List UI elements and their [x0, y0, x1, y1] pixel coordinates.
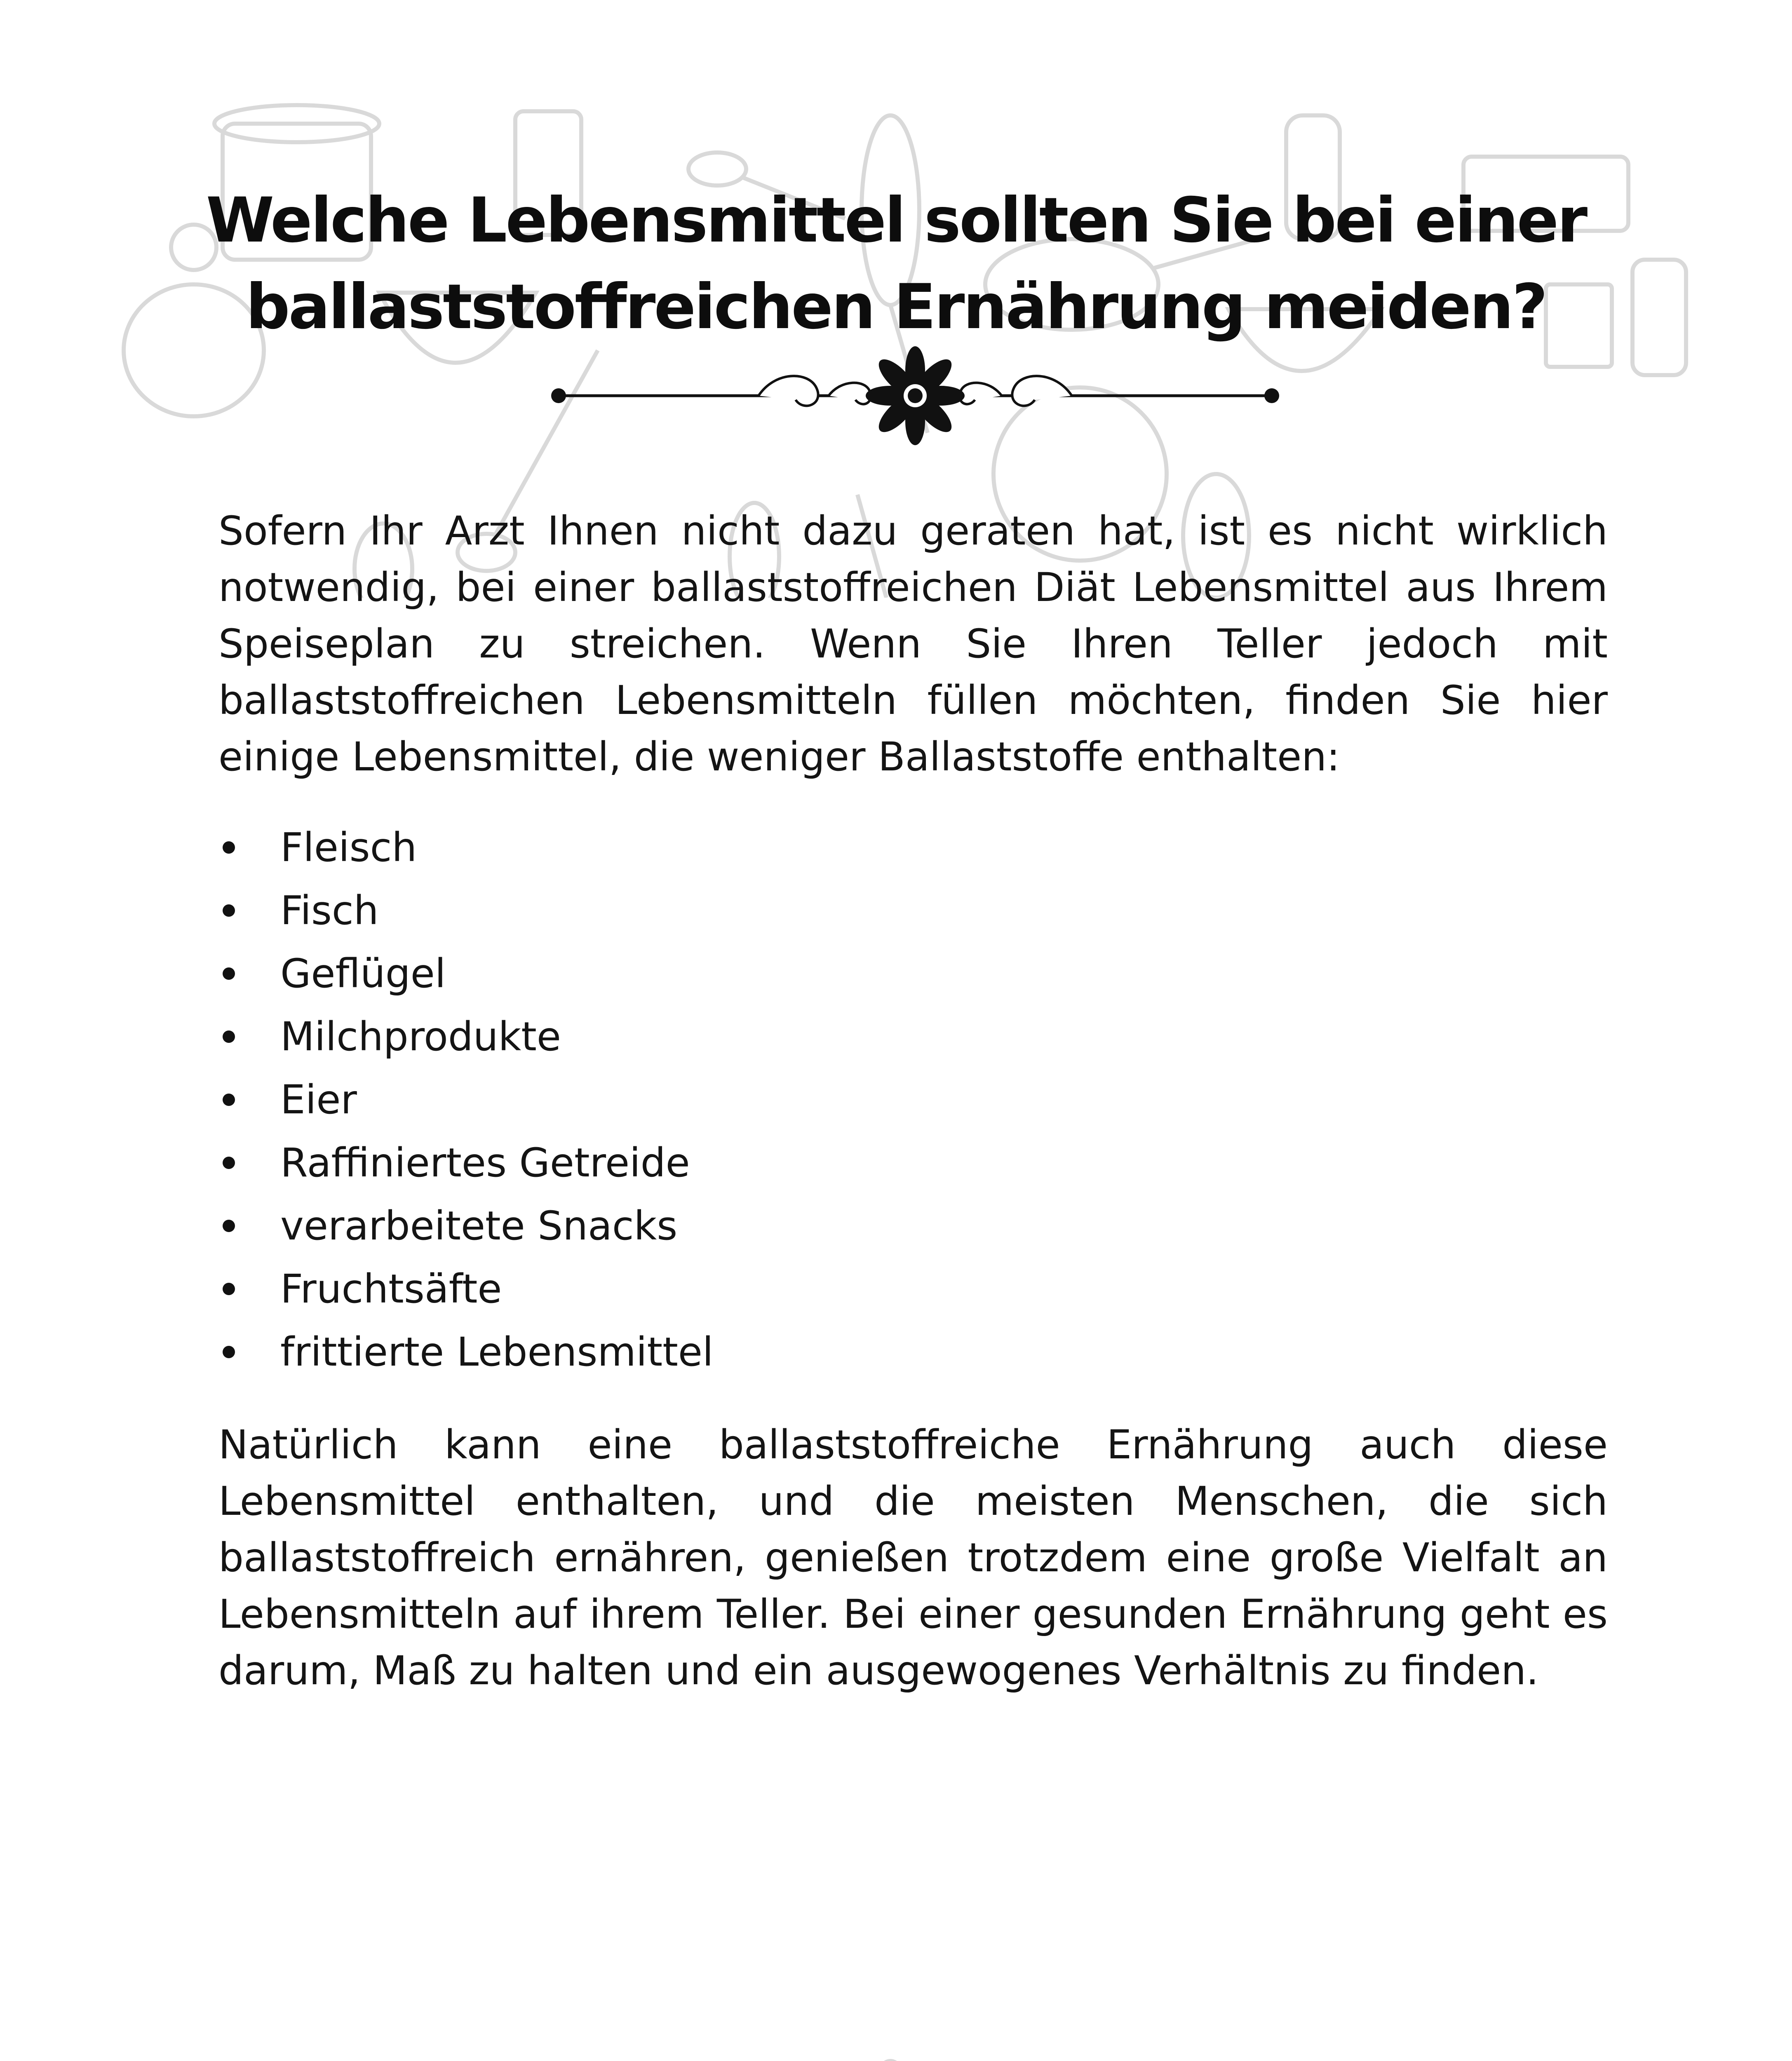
list-item [218, 1131, 1608, 1195]
bullet-icon [223, 1094, 235, 1106]
list-item [218, 1068, 1608, 1131]
bullet-icon [223, 904, 235, 917]
flourish-divider-icon [544, 346, 1286, 445]
title-block [124, 177, 1668, 350]
list-item-text: verarbeitete Snacks [280, 1203, 678, 1249]
bullet-icon [223, 1220, 235, 1232]
list-item-text: Geflügel [280, 951, 446, 997]
list-item-text: Fisch [280, 887, 379, 934]
bullet-icon [223, 1030, 235, 1043]
page-title: Welche Lebensmittel sollten Sie bei einer ballaststoffreichen Ernährung meiden? [206, 185, 1586, 343]
list-item [218, 1195, 1608, 1258]
list-item [218, 879, 1608, 942]
list-item-text: Eier [280, 1077, 357, 1123]
list-item [218, 1005, 1608, 1068]
closing-paragraph: Natürlich kann eine ballaststoffreiche Ernährung auch diese Lebensmittel enthalten, und die meisten Menschen, die sich ballaststoffreich ernähren, genießen trotzdem eine große Vielfalt an Lebensmitteln auf ihrem Teller. Bei einer gesunden Ernährung geht es darum, Maß zu halten und ein ausgewogenes Verhältnis zu finden. [218, 1422, 1608, 1694]
kitchen-utensils-background-bottom [0, 2040, 1792, 2061]
list-item-text: Raffiniertes Getreide [280, 1140, 690, 1186]
list-item [218, 816, 1608, 879]
list-item-text: Fleisch [280, 824, 417, 871]
list-item-text: Fruchtsäfte [280, 1266, 502, 1312]
intro-paragraph: Sofern Ihr Arzt Ihnen nicht dazu geraten hat, ist es nicht wirklich notwendig, bei einer ballaststoffreichen Diät Lebensmittel aus Ihrem Speiseplan zu streichen. Wenn Sie Ihren Teller jedoch mit ballaststoffreichen Lebensmitteln füllen möchten, finden Sie hier einige Lebensmittel, die weniger Ballaststoffe enthalten: [218, 508, 1608, 780]
list-item-text: Milchprodukte [280, 1014, 561, 1060]
list-item [218, 942, 1608, 1005]
bullet-icon [223, 967, 235, 980]
food-list [218, 816, 1608, 1384]
main-content [218, 503, 1608, 1699]
bullet-icon [223, 1346, 235, 1358]
bullet-icon [223, 1157, 235, 1169]
list-item [218, 1321, 1608, 1384]
bullet-icon [223, 1283, 235, 1295]
bullet-icon [223, 841, 235, 854]
list-item-text: frittierte Lebensmittel [280, 1329, 714, 1375]
list-item [218, 1258, 1608, 1321]
